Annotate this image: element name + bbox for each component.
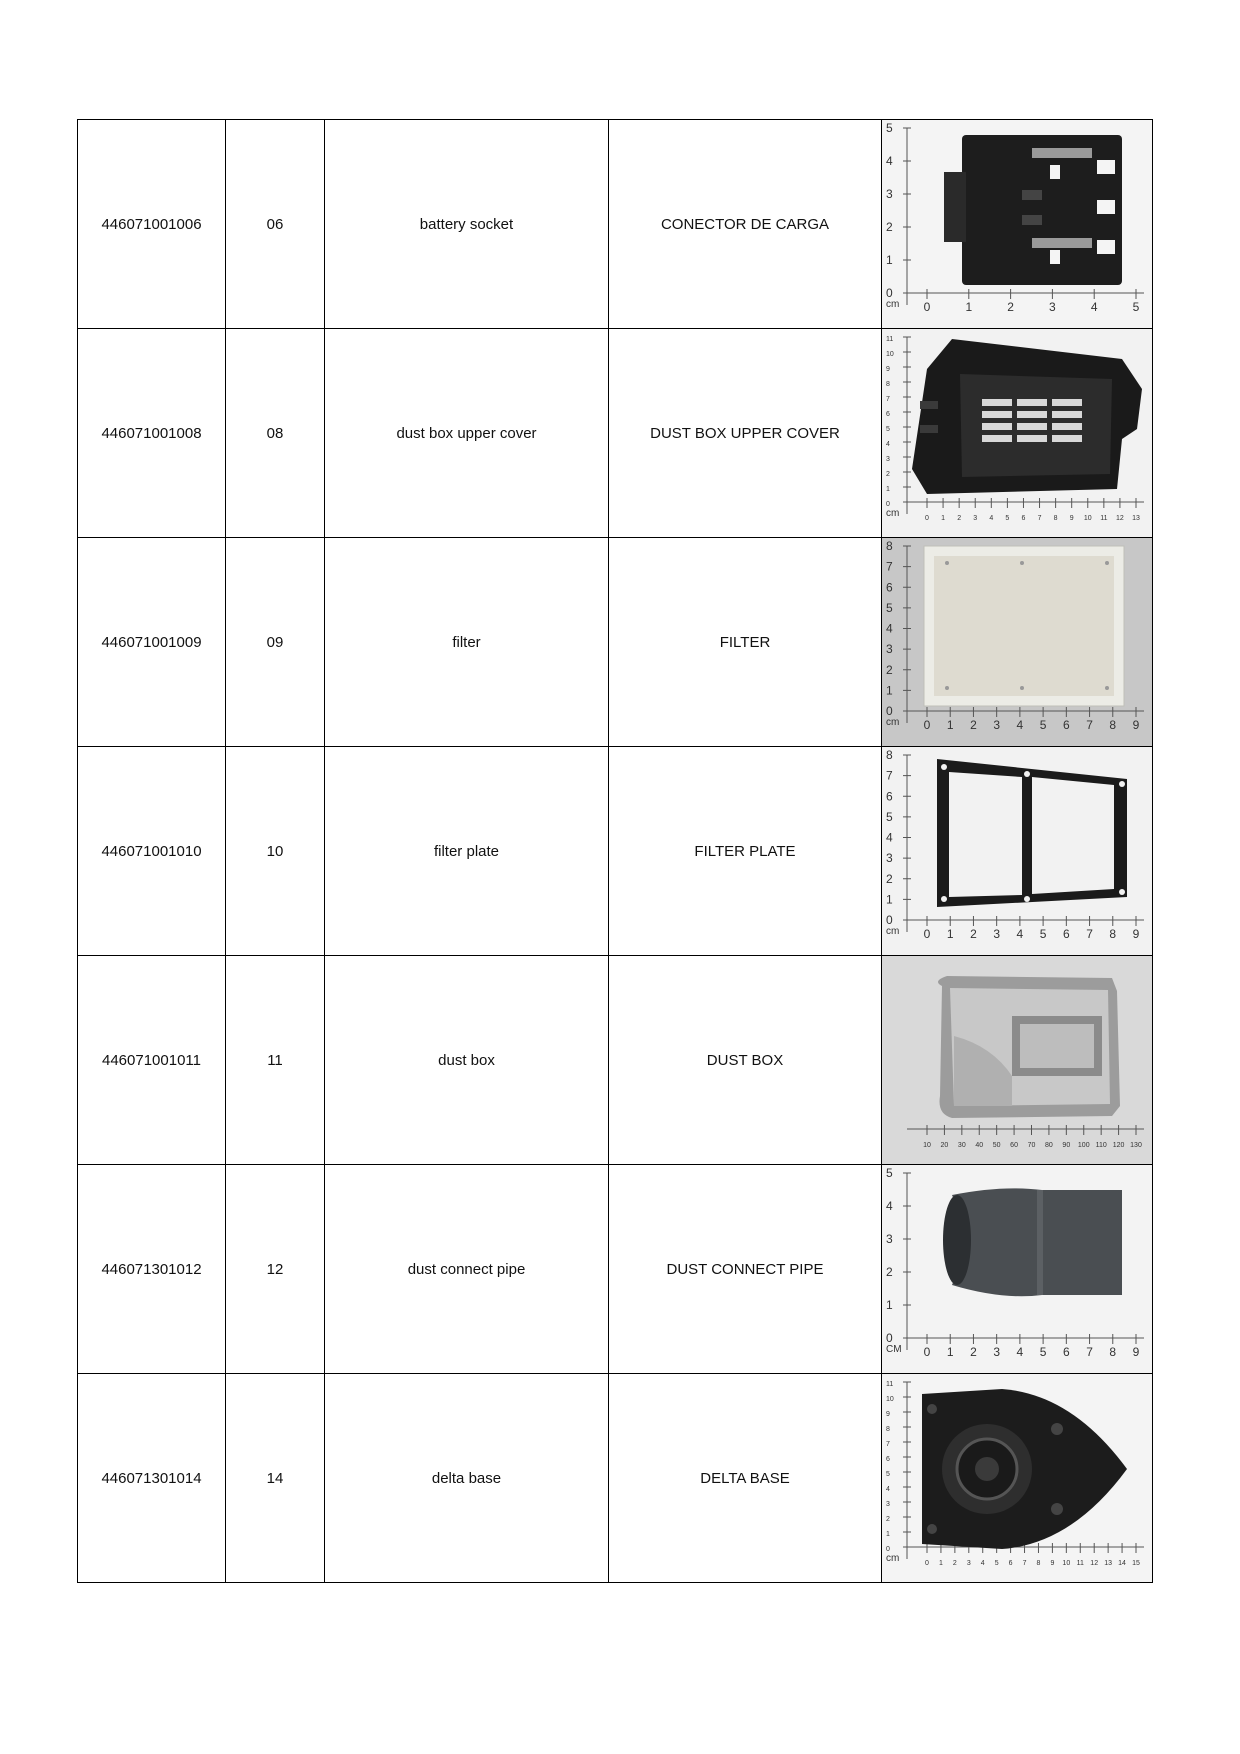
ruler-y-label: 2: [886, 1265, 893, 1279]
ruler-x-label: 2: [970, 718, 977, 732]
ruler-y-label: 10: [886, 351, 894, 358]
position-number: 14: [226, 1374, 325, 1583]
part-name-es: CONECTOR DE CARGA: [609, 120, 882, 329]
ruler-x-label: 0: [923, 927, 931, 941]
ruler-x-label: 5: [1039, 1345, 1047, 1359]
ruler-y-label: 11: [886, 1381, 894, 1388]
ruler-y-label: 1: [886, 683, 893, 698]
battery-socket-photo-shape: [944, 135, 1122, 285]
ruler-y-label: 7: [886, 768, 893, 783]
ruler-x-label: 3: [966, 1560, 971, 1567]
ruler-x-label: 4: [1016, 718, 1024, 732]
ruler-x-label: 3: [993, 927, 1001, 941]
ruler-y-label: 8: [886, 1426, 890, 1433]
part-code: 446071001011: [78, 956, 226, 1165]
part-name-en: delta base: [325, 1374, 609, 1583]
ruler-y-label: 9: [886, 366, 890, 373]
ruler-x-label: 3: [1049, 300, 1056, 314]
ruler-y-label: 8: [886, 539, 893, 553]
ruler-y-label: 0: [886, 1331, 893, 1345]
dust-box-upper-cover-photo: [882, 329, 1152, 537]
parts-table: [77, 119, 1153, 1583]
ruler-x-label: 1: [946, 718, 954, 732]
part-photo-cell: [882, 538, 1153, 747]
table-row: [78, 1374, 1153, 1583]
ruler-y-label: 6: [886, 1456, 890, 1463]
dust-box-photo: [882, 956, 1152, 1164]
part-name-es: DELTA BASE: [609, 1374, 882, 1583]
part-name-en: dust connect pipe: [325, 1165, 609, 1374]
position-number: 12: [226, 1165, 325, 1374]
position-number: 10: [226, 747, 325, 956]
ruler-y-label: 1: [886, 1298, 893, 1312]
ruler-x-label: 9: [1132, 927, 1140, 941]
ruler-x-label: 2: [952, 1560, 957, 1567]
part-name-en: dust box upper cover: [325, 329, 609, 538]
ruler-y-label: 9: [886, 1411, 890, 1418]
ruler-x-label: 5: [1039, 718, 1047, 732]
ruler-x-label: 2: [1007, 300, 1014, 314]
part-code: 446071001006: [78, 120, 226, 329]
part-code: 446071301012: [78, 1165, 226, 1374]
table-row: [78, 538, 1153, 747]
ruler-y-label: 6: [886, 580, 893, 595]
ruler-y-label: 3: [886, 851, 893, 866]
ruler-x-label: 7: [1086, 1345, 1093, 1359]
ruler-x-label: 4: [1090, 300, 1098, 314]
part-name-en: filter: [325, 538, 609, 747]
ruler-y-label: 5: [886, 1471, 890, 1478]
ruler-x-label: 8: [1053, 515, 1058, 522]
ruler-y-label: 7: [886, 559, 893, 574]
ruler-y-label: 2: [886, 662, 893, 677]
ruler-x-label: 110: [1095, 1142, 1107, 1149]
ruler-x-label: 3: [993, 1345, 1001, 1359]
ruler-x-label: 12: [1116, 515, 1124, 522]
ruler-unit-label: cm: [886, 508, 900, 519]
part-code: 446071301014: [78, 1374, 226, 1583]
ruler-y-label: 5: [886, 1166, 893, 1180]
ruler-x-label: 30: [957, 1142, 966, 1149]
table-row: [78, 1165, 1153, 1374]
part-code: 446071001009: [78, 538, 226, 747]
ruler-x-label: 0: [923, 1345, 931, 1359]
part-name-es: DUST BOX: [609, 956, 882, 1165]
ruler-y-label: 3: [886, 642, 893, 657]
ruler-x-label: 4: [1016, 927, 1024, 941]
part-name-es: DUST BOX UPPER COVER: [609, 329, 882, 538]
ruler-x-label: 7: [1022, 1560, 1027, 1567]
part-name-es: FILTER PLATE: [609, 747, 882, 956]
filter-photo-shape: [924, 546, 1124, 706]
ruler-y-label: 0: [886, 501, 890, 508]
ruler-y-label: 1: [886, 486, 890, 493]
ruler-y-label: 8: [886, 381, 890, 388]
ruler-unit-label: cm: [886, 299, 900, 310]
table-row: [78, 120, 1153, 329]
ruler-x-label: 8: [1109, 927, 1117, 941]
ruler-x-label: 4: [980, 1560, 985, 1567]
ruler-y-label: 6: [886, 411, 890, 418]
ruler-x-label: 5: [994, 1560, 999, 1567]
ruler-unit-label: cm: [886, 717, 900, 728]
ruler-x-label: 3: [973, 515, 978, 522]
part-name-en: filter plate: [325, 747, 609, 956]
ruler-x-label: 8: [1036, 1560, 1041, 1567]
ruler-y-label: 2: [886, 1516, 890, 1523]
filter-plate-photo-shape: [937, 759, 1127, 907]
part-photo-cell: [882, 747, 1153, 956]
ruler-x-label: 100: [1077, 1142, 1090, 1149]
ruler-x-label: 7: [1086, 718, 1093, 732]
ruler-x-label: 20: [940, 1142, 949, 1149]
ruler-x-label: 11: [1100, 515, 1108, 522]
position-number: 11: [226, 956, 325, 1165]
ruler-x-label: 1: [965, 300, 973, 314]
ruler-unit-label: CM: [886, 1344, 902, 1355]
ruler-x-label: 1: [938, 1560, 943, 1567]
ruler-x-label: 60: [1010, 1142, 1018, 1149]
ruler-y-label: 4: [886, 441, 890, 448]
ruler-x-label: 9: [1132, 1345, 1140, 1359]
ruler-x-label: 8: [1109, 718, 1117, 732]
ruler-x-label: 0: [925, 515, 929, 522]
ruler-y-label: 3: [886, 456, 890, 463]
part-photo-cell: [882, 1165, 1153, 1374]
part-name-en: dust box: [325, 956, 609, 1165]
ruler-y-label: 6: [886, 789, 893, 804]
part-photo-cell: [882, 1374, 1153, 1583]
ruler-x-label: 1: [946, 927, 954, 941]
ruler-x-label: 2: [970, 1345, 977, 1359]
ruler-y-label: 0: [886, 704, 893, 718]
ruler-x-label: 5: [1039, 927, 1047, 941]
table-row: [78, 956, 1153, 1165]
position-number: 09: [226, 538, 325, 747]
ruler-x-label: 9: [1069, 515, 1074, 522]
ruler-y-label: 3: [886, 1232, 893, 1246]
position-number: 06: [226, 120, 325, 329]
ruler-x-label: 6: [1008, 1560, 1013, 1567]
part-name-es: FILTER: [609, 538, 882, 747]
ruler-y-label: 4: [886, 1486, 890, 1493]
ruler-x-label: 10: [1062, 1560, 1071, 1567]
ruler-x-label: 130: [1130, 1142, 1142, 1149]
table-row: [78, 329, 1153, 538]
ruler-y-label: 5: [886, 809, 893, 824]
ruler-y-label: 11: [886, 336, 894, 343]
ruler-x-label: 8: [1109, 1345, 1117, 1359]
filter-plate-photo: [882, 747, 1152, 955]
part-name-es: DUST CONNECT PIPE: [609, 1165, 882, 1374]
ruler-unit-label: cm: [886, 1553, 900, 1564]
ruler-x-label: 6: [1021, 515, 1026, 522]
ruler-x-label: 15: [1132, 1560, 1140, 1567]
ruler-y-label: 8: [886, 748, 893, 762]
ruler-x-label: 5: [1132, 300, 1140, 314]
ruler-y-label: 4: [886, 830, 893, 845]
dust-connect-pipe-photo-shape: [943, 1188, 1122, 1296]
ruler-y-label: 7: [886, 396, 890, 403]
ruler-x-label: 80: [1045, 1142, 1053, 1149]
ruler-y-label: 0: [886, 1546, 890, 1553]
part-photo-cell: [882, 120, 1153, 329]
ruler-y-label: 3: [886, 1501, 890, 1508]
ruler-x-label: 90: [1062, 1142, 1071, 1149]
ruler-x-label: 4: [989, 515, 994, 522]
ruler-y-label: 7: [886, 1441, 890, 1448]
dust-connect-pipe-photo: [882, 1165, 1152, 1373]
battery-socket-photo: [882, 120, 1152, 328]
ruler-x-label: 10: [1083, 515, 1092, 522]
ruler-unit-label: cm: [886, 926, 900, 937]
ruler-y-label: 5: [886, 121, 893, 135]
dust-box-photo-shape: [938, 976, 1120, 1118]
ruler-x-label: 14: [1118, 1560, 1126, 1567]
ruler-y-label: 5: [886, 600, 893, 615]
ruler-y-label: 4: [886, 621, 893, 636]
ruler-x-label: 11: [1076, 1560, 1084, 1567]
ruler-x-label: 0: [925, 1560, 929, 1567]
ruler-y-label: 1: [886, 892, 893, 907]
ruler-x-label: 9: [1132, 718, 1140, 732]
ruler-y-label: 1: [886, 1531, 890, 1538]
ruler-y-label: 2: [886, 471, 890, 478]
ruler-x-label: 4: [1016, 1345, 1024, 1359]
ruler-x-label: 0: [923, 300, 931, 314]
part-name-en: battery socket: [325, 120, 609, 329]
ruler-x-label: 6: [1062, 1345, 1070, 1359]
ruler-x-label: 2: [970, 927, 977, 941]
part-photo-cell: [882, 956, 1153, 1165]
ruler-x-label: 120: [1112, 1142, 1125, 1149]
ruler-x-label: 7: [1086, 927, 1093, 941]
part-code: 446071001008: [78, 329, 226, 538]
ruler-x-label: 40: [975, 1142, 984, 1149]
ruler-x-label: 13: [1104, 1560, 1113, 1567]
ruler-x-label: 0: [923, 718, 931, 732]
ruler-y-label: 0: [886, 286, 893, 300]
ruler-y-label: 10: [886, 1396, 894, 1403]
ruler-x-label: 1: [946, 1345, 954, 1359]
ruler-y-label: 4: [886, 154, 893, 168]
ruler-x-label: 13: [1132, 515, 1140, 522]
ruler-y-label: 0: [886, 913, 893, 927]
ruler-x-label: 10: [923, 1142, 931, 1149]
position-number: 08: [226, 329, 325, 538]
dust-box-upper-cover-photo-shape: [912, 339, 1142, 494]
ruler-x-label: 5: [1005, 515, 1010, 522]
ruler-x-label: 7: [1037, 515, 1042, 522]
part-code: 446071001010: [78, 747, 226, 956]
delta-base-photo: [882, 1374, 1152, 1582]
ruler-x-label: 9: [1050, 1560, 1055, 1567]
table-row: [78, 747, 1153, 956]
ruler-x-label: 2: [957, 515, 962, 522]
ruler-y-label: 5: [886, 426, 890, 433]
ruler-y-label: 1: [886, 253, 893, 267]
ruler-y-label: 2: [886, 220, 893, 234]
ruler-x-label: 3: [993, 718, 1001, 732]
ruler-x-label: 6: [1062, 718, 1070, 732]
ruler-x-label: 6: [1062, 927, 1070, 941]
ruler-y-label: 3: [886, 187, 893, 201]
ruler-y-label: 2: [886, 871, 893, 886]
filter-photo: [882, 538, 1152, 746]
ruler-y-label: 4: [886, 1199, 893, 1213]
ruler-x-label: 12: [1090, 1560, 1099, 1567]
ruler-x-label: 70: [1027, 1142, 1036, 1149]
ruler-x-label: 1: [941, 515, 946, 522]
ruler-x-label: 50: [992, 1142, 1001, 1149]
part-photo-cell: [882, 329, 1153, 538]
